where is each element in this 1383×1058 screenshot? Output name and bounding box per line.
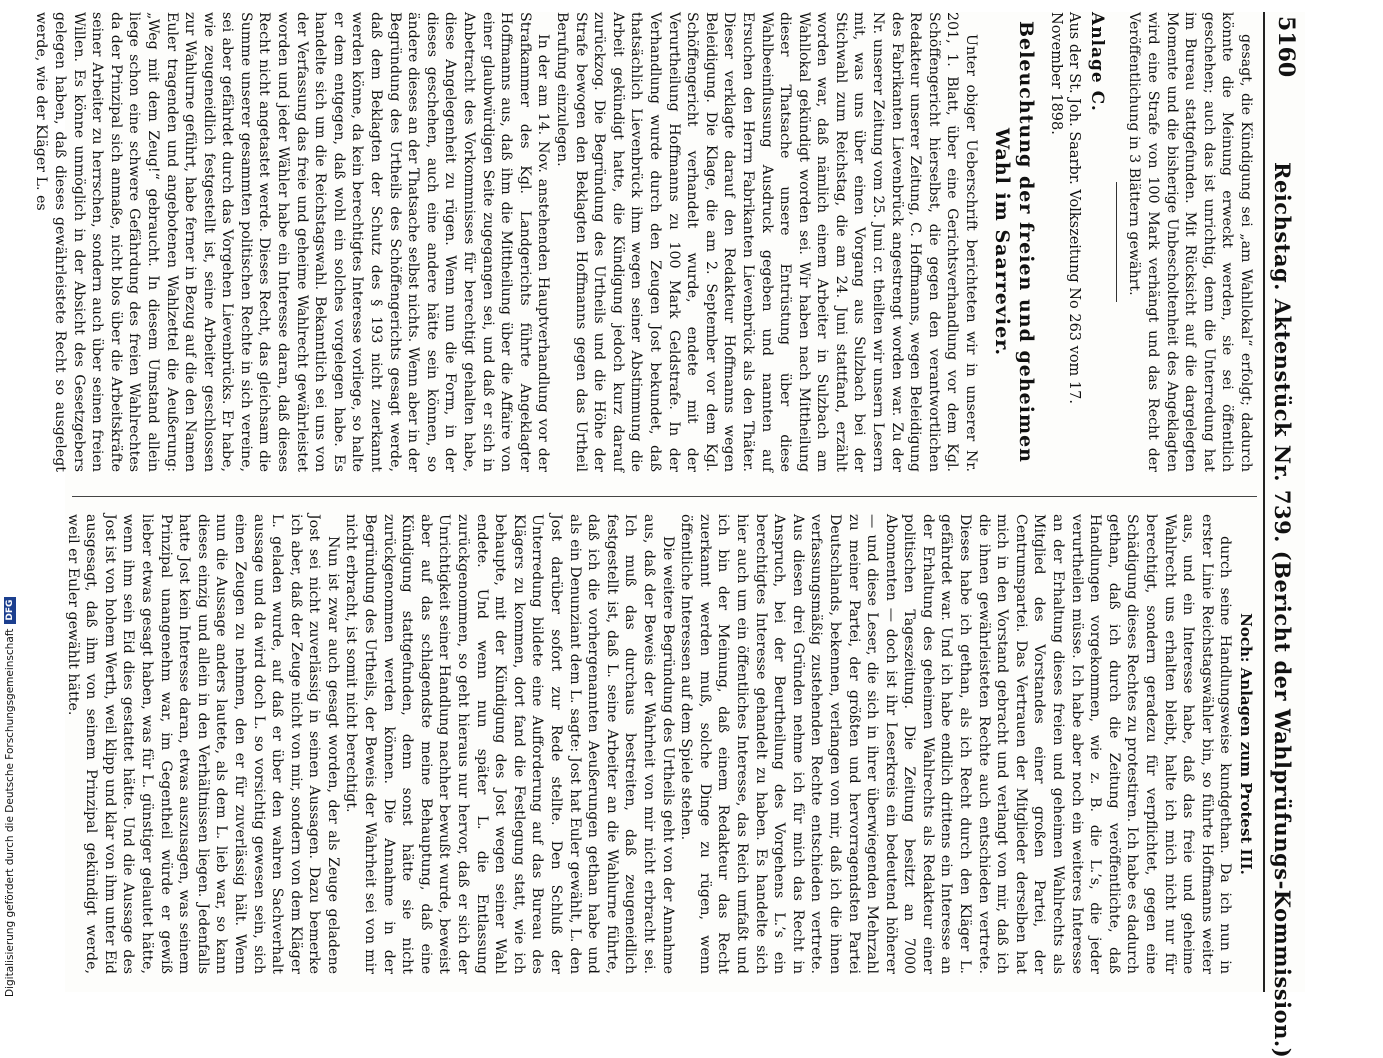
- column-divider: [72, 496, 1257, 497]
- intro-paragraph: gesagt, die Kündigung sei „am Wahllokal“ erfolgt; dadurch könnte die Meinung erweckt werden, sie sei öffentlich geschehen; auch das ist unrichtig, denn die Unterredung hat im Bureau stattgefunden. Mit Rücksicht auf die dargelegten Momente und die bisherige Unbescholtenheit des Angeklagten wird eine Strafe von 100 Mark verhängt und das Recht der Veröffentlichung in 3 Blättern gewährt.: [1126, 12, 1254, 472]
- source-line: Aus der St. Joh. Saarbr. Volkszeitung No 263 vom 17. November 1898.: [1047, 12, 1083, 404]
- article-heading: Beleuchtung der freien und geheimen Wahl im Saarrevier.: [991, 21, 1038, 463]
- body-paragraph: Unter obiger Ueberschrift berichteten wir in unserer Nr. 201, 1. Blatt, über eine Gerichtsverhandlung vor dem Kgl. Schöffengericht hierselbst, die gegen den verantwortlichen Redakteur unserer Zeitung, C. Hoffmanns, wegen Beleidigung des Fabrikanten Lievenbrück angestrengt worden war. Zu der Nr. unserer Zeitung vom 25. Juni cr. theilten wir unsern Lesern mit, was uns über einen Vorgang aus Sulzbach bei der Stichwahl zum Reichstag, die am 24. Juni stattfand, erzählt worden war, daß nämlich einem Arbeiter in Sulzbach am Wahllokal gekündigt worden sei. Wir haben nach Mittheilung dieser Thatsache unsere Entrüstung über diese Wahlbeeinflussung Ausdruck gegeben und nannten auf Ersuchen den Herrn Fabrikanten Lievenbrück als den Thäter. Dieser verklagte darauf den Redakteur Hoffmanns wegen Beleidigung. Die Klage, die am 2. September vor dem Kgl. Schöffengericht verhandelt wurde, endete mit der Verurtheilung Hoffmanns zu 100 Mark Geldstrafe. In der Verhandlung wurde durch den Zeugen Jost bekundet, daß thatsächlich Lievenbrück ihm wegen seiner Abstimmung die Arbeit gekündigt hatte, die Kündigung jedoch kurz darauf zurückzog. Die Begründung des Urtheils und die Höhe der Strafe bewogen den Beklagten Hoffmanns gegen das Urtheil Berufung einzulegen.: [554, 12, 980, 472]
- body-paragraph: Nun ist zwar auch gesagt worden, der als Zeuge geladene Jost sei nicht zuverlässig in seinen Aussagen. Dazu bemerke ich aber, daß der Zeuge nicht von mir, sondern von dem Kläger L. geladen wurde, auf daß er über den wahren Sachverhalt aussage und da wird doch L. so vorsichtig gewesen sein, sich einen Zeugen zu nehmen, den er für zuverlässig hält. Wenn nun die Aussage anders lautete, als dem L. lieb war, so kann dieses einzig und allein in den Verhältnissen liegen. Jedenfalls hatte Jost kein Interesse daran, etwas auszusagen, was seinem Prinzipal unangenehm war, im Gegentheil würde er gewiß lieber etwas gesagt haben, was für L. günstiger gelautet hätte, wenn ihm sein Eid dies gestattet hätte. Und die Aussage des Jost ist von hohem Werth, weil klipp und klar von ihm unter Eid ausgesagt, daß ihm von seinem Prinzipal gekündigt werde, weil er Euler gewählt hätte.: [64, 514, 341, 974]
- body-paragraph: durch seine Handlungsweise kundgethan. Da ich nun in erster Linie Reichstagswähler bin, so führte Hoffmanns weiter aus, und ein Interesse habe, daß das freie und geheime Wahlrecht uns erhalten bleibt, halte ich mich nicht nur für berechtigt, sondern geradezu für verpflichtet, gegen eine Schädigung dieses Rechtes zu protestiren. Ich habe es dadurch gethan, daß ich durch die Zeitung veröffentlichte, daß Handlungen vorgekommen, wie z. B. die L.’s, die jeder verurtheilen müsse. Ich habe aber noch ein weiteres Interesse an der Erhaltung dieses freien und geheimen Wahlrechts als Mitglied des Vorstandes einer großen Partei, der Centrumspartei. Das Vertrauen der Mitglieder derselben hat mich in den Vorstand gebracht und verlangt von mir, daß ich die ihnen gewährleisteten Rechte auch entschieden vertrete. Dieses habe ich gethan, als ich Recht durch den Kläger L. gefährdet war. Und ich habe endlich drittens ein Interesse an der Erhaltung des geheimen Wahlrechts als Redakteur einer politischen Tageszeitung. Die Zeitung besitzt an 7000 Abonnenten — doch ist ihr Leserkreis ein bedeutend höherer — und diese Leser, die sich in ihrer überwiegenden Mehrzahl zu meiner Partei, der größten und hervorragendsten Partei Deutschlands, bekennen, verlangen von mir, daß ich die ihnen verfassungsmäßig zustehenden Rechte entschieden vertrete. Aus diesen drei Gründen nehme ich für mich das Recht in Anspruch, bei der Beurtheilung des Vorgehens L.’s ein berechtigtes Interesse gehandelt zu haben. Es handelte sich hier auch um ein öffentliches Interesse, das Reich umfaßt und ich bin der Meinung, daß einem Redakteur das Recht zuerkannt werden muß, solche Dinge zu rügen, wenn öffentliche Interessen auf dem Spiele stehen.: [678, 514, 1234, 974]
- section-divider: [1116, 182, 1117, 302]
- digitization-credit: [3, 7, 17, 997]
- dfg-logo: DFG: [4, 597, 16, 624]
- page-number: 5160: [1273, 16, 1299, 78]
- page-header: [1263, 12, 1305, 1058]
- body-paragraph: Die weitere Begründung des Urtheils geht von der Annahme aus, daß der Beweis der Wahrheit von mir nicht erbracht sei. Ich muß das durchaus bestreiten, daß zeugeneidlich festgestellt ist, daß L. seine Arbeiter an die Wahlurne führte, daß ich die vorhergenannten Aeußerungen gethan habe und als ein Denunziant dem L. sagte: Jost hat Euler gewählt, L. den Jost darüber sofort zur Rede stellte. Den Schluß der Unterredung bildete eine Aufforderung auf das Bureau des Klägers zu kommen, dort fand die Festlegung statt, wie ich behaupte, mit der Kündigung des Jost wegen seiner Wahl endete. Und wenn nun später L. die Entlassung zurückgenommen, so geht hieraus nur hervor, daß er sich der Unrichtigkeit seiner Handlung nachher bewußt wurde, beweist aber auf das schlagendste meine Behauptung, daß eine Kündigung stattgefunden, denn sonst hätte sie nicht zurückgenommen werden können. Die Annahme in der Begründung des Urtheils, der Beweis der Wahrheit sei von mir nicht erbracht, ist somit nicht berechtigt.: [343, 514, 676, 974]
- credit-text: Digitalisierung gefördert durch die Deutsche Forschungsgemeinschaft: [4, 628, 16, 997]
- document-page: [33, 12, 1305, 1058]
- section-title: Anlage C.: [1086, 12, 1107, 112]
- header-title: Reichstag. Aktenstück Nr. 739. (Bericht der Wahlprüfungs-Kommission.): [1270, 162, 1295, 1058]
- body-paragraph: In der am 14. Nov. anstehenden Hauptverhandlung vor der Strafkammer des Kgl. Landgerichts führte Angeklagter Hoffmanns aus, daß ihm die Mittheilung über die Affaire von einer glaubwürdigen Seite zugegangen sei, und daß er sich in Anbetracht des Vorkommnisses für berechtigt gehalten habe, diese Angelegenheit zu rügen. Wenn nun die Form, in der dieses geschehen, auch eine andere hätte sein können, so ändere dieses an der Thatsache selbst nichts. Wenn aber in der Begründung des Urtheils des Schöffengerichts gesagt werde, daß dem Beklagten der Schutz des § 193 nicht zuerkannt werden könne, da kein berechtigtes Interesse vorliege, so halte er dem entgegen, daß wohl ein solches vorgelegen habe. Es handelte sich um die Reichstagswahl. Bekanntlich sei uns von der Verfassung das freie und geheime Wahlrecht gewährleistet worden und jeder Wähler habe ein Interesse daran, daß dieses Recht nicht angetastet werde. Dieses Recht, das gleichsam die Summe unserer gesammten politischen Rechte in sich vereine, sei aber gefährdet durch das Vorgehen Lievenbrücks. Er habe, wie zeugeneidlich festgestellt ist, seine Arbeiter geschlossen zur Wahlurne geführt, habe ferner in Bezug auf die den Namen Euler tragenden und angebotenen Wahlzettel die Aeußerung: „Weg mit dem Zeug!“ gebraucht. In diesem Umstand allein liege schon eine schwere Gefährdung des freien Wahlrechtes da der Prinzipal sich anmaße, nicht blos über die Arbeitskräfte seiner Arbeiter zu herrschen, sondern auch über seinen freien Willen. Es könne unmöglich in der Absicht des Gesetzgebers gelegen haben, daß dieses gewährleistete Recht so ausgelegt werde, wie der Kläger L. es: [33, 12, 552, 472]
- left-column: [33, 12, 1255, 472]
- continuation-heading: Noch: Anlagen zum Protest III.: [1237, 613, 1255, 875]
- right-column: [64, 514, 1255, 974]
